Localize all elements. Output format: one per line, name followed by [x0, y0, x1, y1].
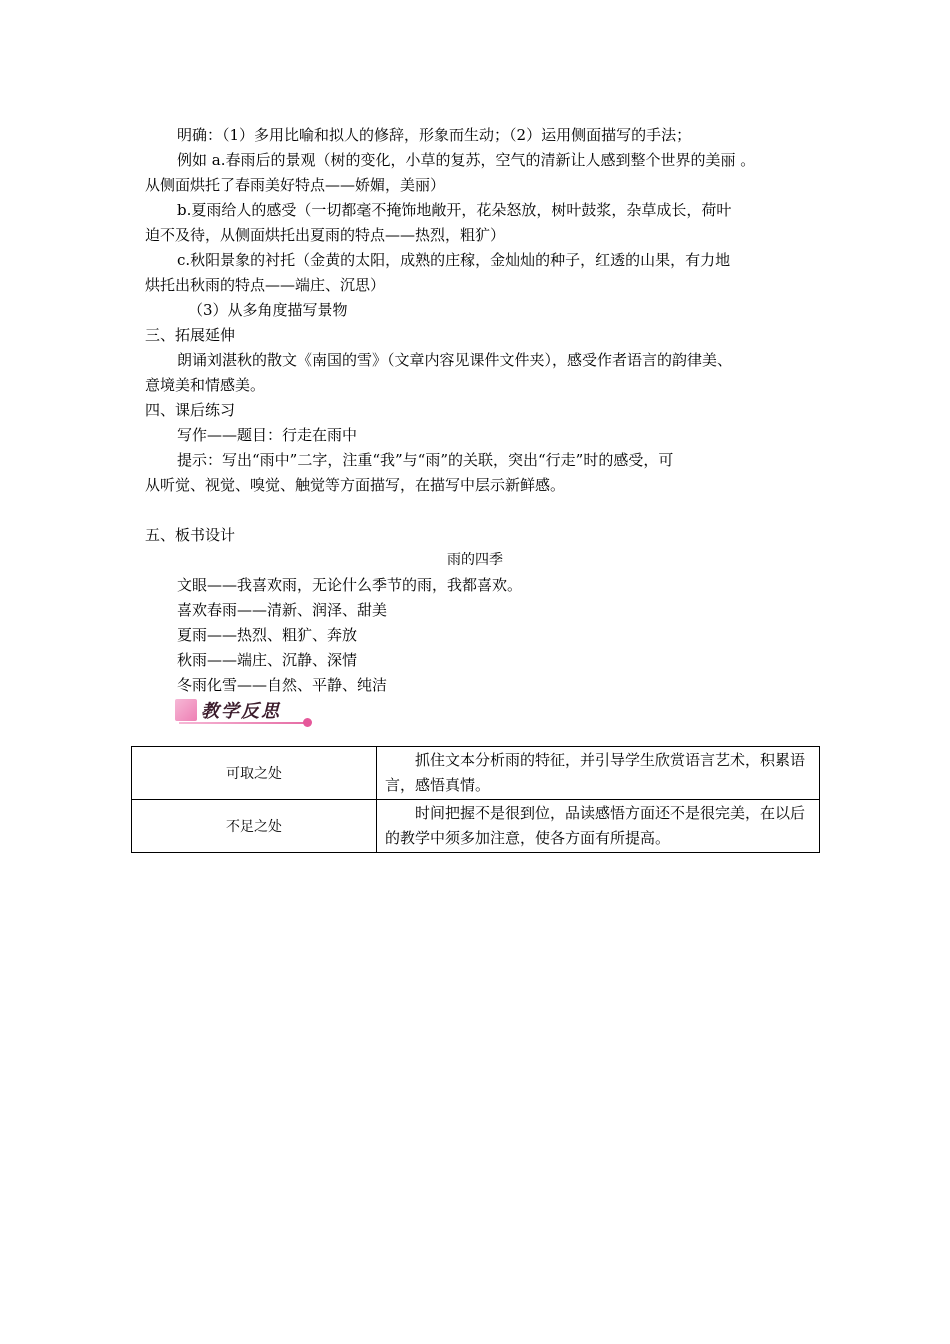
text-line: b.夏雨给人的感受（一切都毫不掩饰地敞开，花朵怒放，树叶鼓浆，杂草成长，荷叶 — [177, 201, 732, 219]
text-line: 从侧面烘托了春雨美好特点——娇媚，美丽） — [145, 176, 446, 194]
table-row — [132, 747, 820, 800]
board-item: 文眼——我喜欢雨，无论什么季节的雨，我都喜欢。 — [177, 576, 523, 594]
banner-dot-icon — [303, 718, 312, 727]
section-heading: 三、拓展延伸 — [145, 326, 236, 344]
text-line: 迫不及待，从侧面烘托出夏雨的特点——热烈，粗犷） — [145, 226, 506, 244]
text-line: （3）从多角度描写景物 — [188, 301, 348, 319]
text-line: 烘托出秋雨的特点——端庄、沉思） — [145, 276, 386, 294]
text-line: 意境美和情感美。 — [145, 376, 266, 394]
row-label: 不足之处 — [132, 800, 377, 853]
reflection-table — [131, 746, 820, 853]
banner-title: 教学反思 — [201, 701, 281, 722]
teaching-reflection-banner — [175, 697, 315, 727]
text-line: c.秋阳景象的衬托（金黄的太阳，成熟的庄稼，金灿灿的种子，红透的山果，有力地 — [177, 251, 731, 269]
row-content: 抓住文本分析雨的特征，并引导学生欣赏语言艺术，积累语言，感悟真情。 — [377, 747, 820, 800]
board-title: 雨的四季 — [447, 552, 503, 568]
text-line: 提示：写出“雨中”二字，注重“我”与“雨”的关联，突出“行走”时的感受，可 — [177, 451, 674, 469]
board-item: 喜欢春雨——清新、润泽、甜美 — [177, 601, 388, 619]
row-label: 可取之处 — [132, 747, 377, 800]
row-content: 时间把握不是很到位，品读感悟方面还不是很完美，在以后的教学中须多加注意，使各方面有所提高。 — [377, 800, 820, 853]
banner-ribbon-icon — [175, 699, 197, 721]
text-line: 写作——题目：行走在雨中 — [177, 426, 358, 444]
table-row — [132, 800, 820, 853]
board-item: 秋雨——端庄、沉静、深情 — [177, 651, 358, 669]
section-heading: 五、板书设计 — [145, 526, 236, 544]
text-line: 从听觉、视觉、嗅觉、触觉等方面描写，在描写中层示新鲜感。 — [145, 476, 566, 494]
board-item: 夏雨——热烈、粗犷、奔放 — [177, 626, 358, 644]
text-line: 例如 a.春雨后的景观（树的变化，小草的复苏，空气的清新让人感到整个世界的美丽 。 — [177, 151, 756, 169]
text-line: 明确：（1）多用比喻和拟人的修辞，形象而生动；（2）运用侧面描写的手法； — [177, 126, 692, 144]
section-heading: 四、课后练习 — [145, 401, 236, 419]
board-item: 冬雨化雪——自然、平静、纯洁 — [177, 676, 388, 694]
text-line: 朗诵刘湛秋的散文《南国的雪》（文章内容见课件文件夹），感受作者语言的韵律美、 — [177, 351, 733, 369]
